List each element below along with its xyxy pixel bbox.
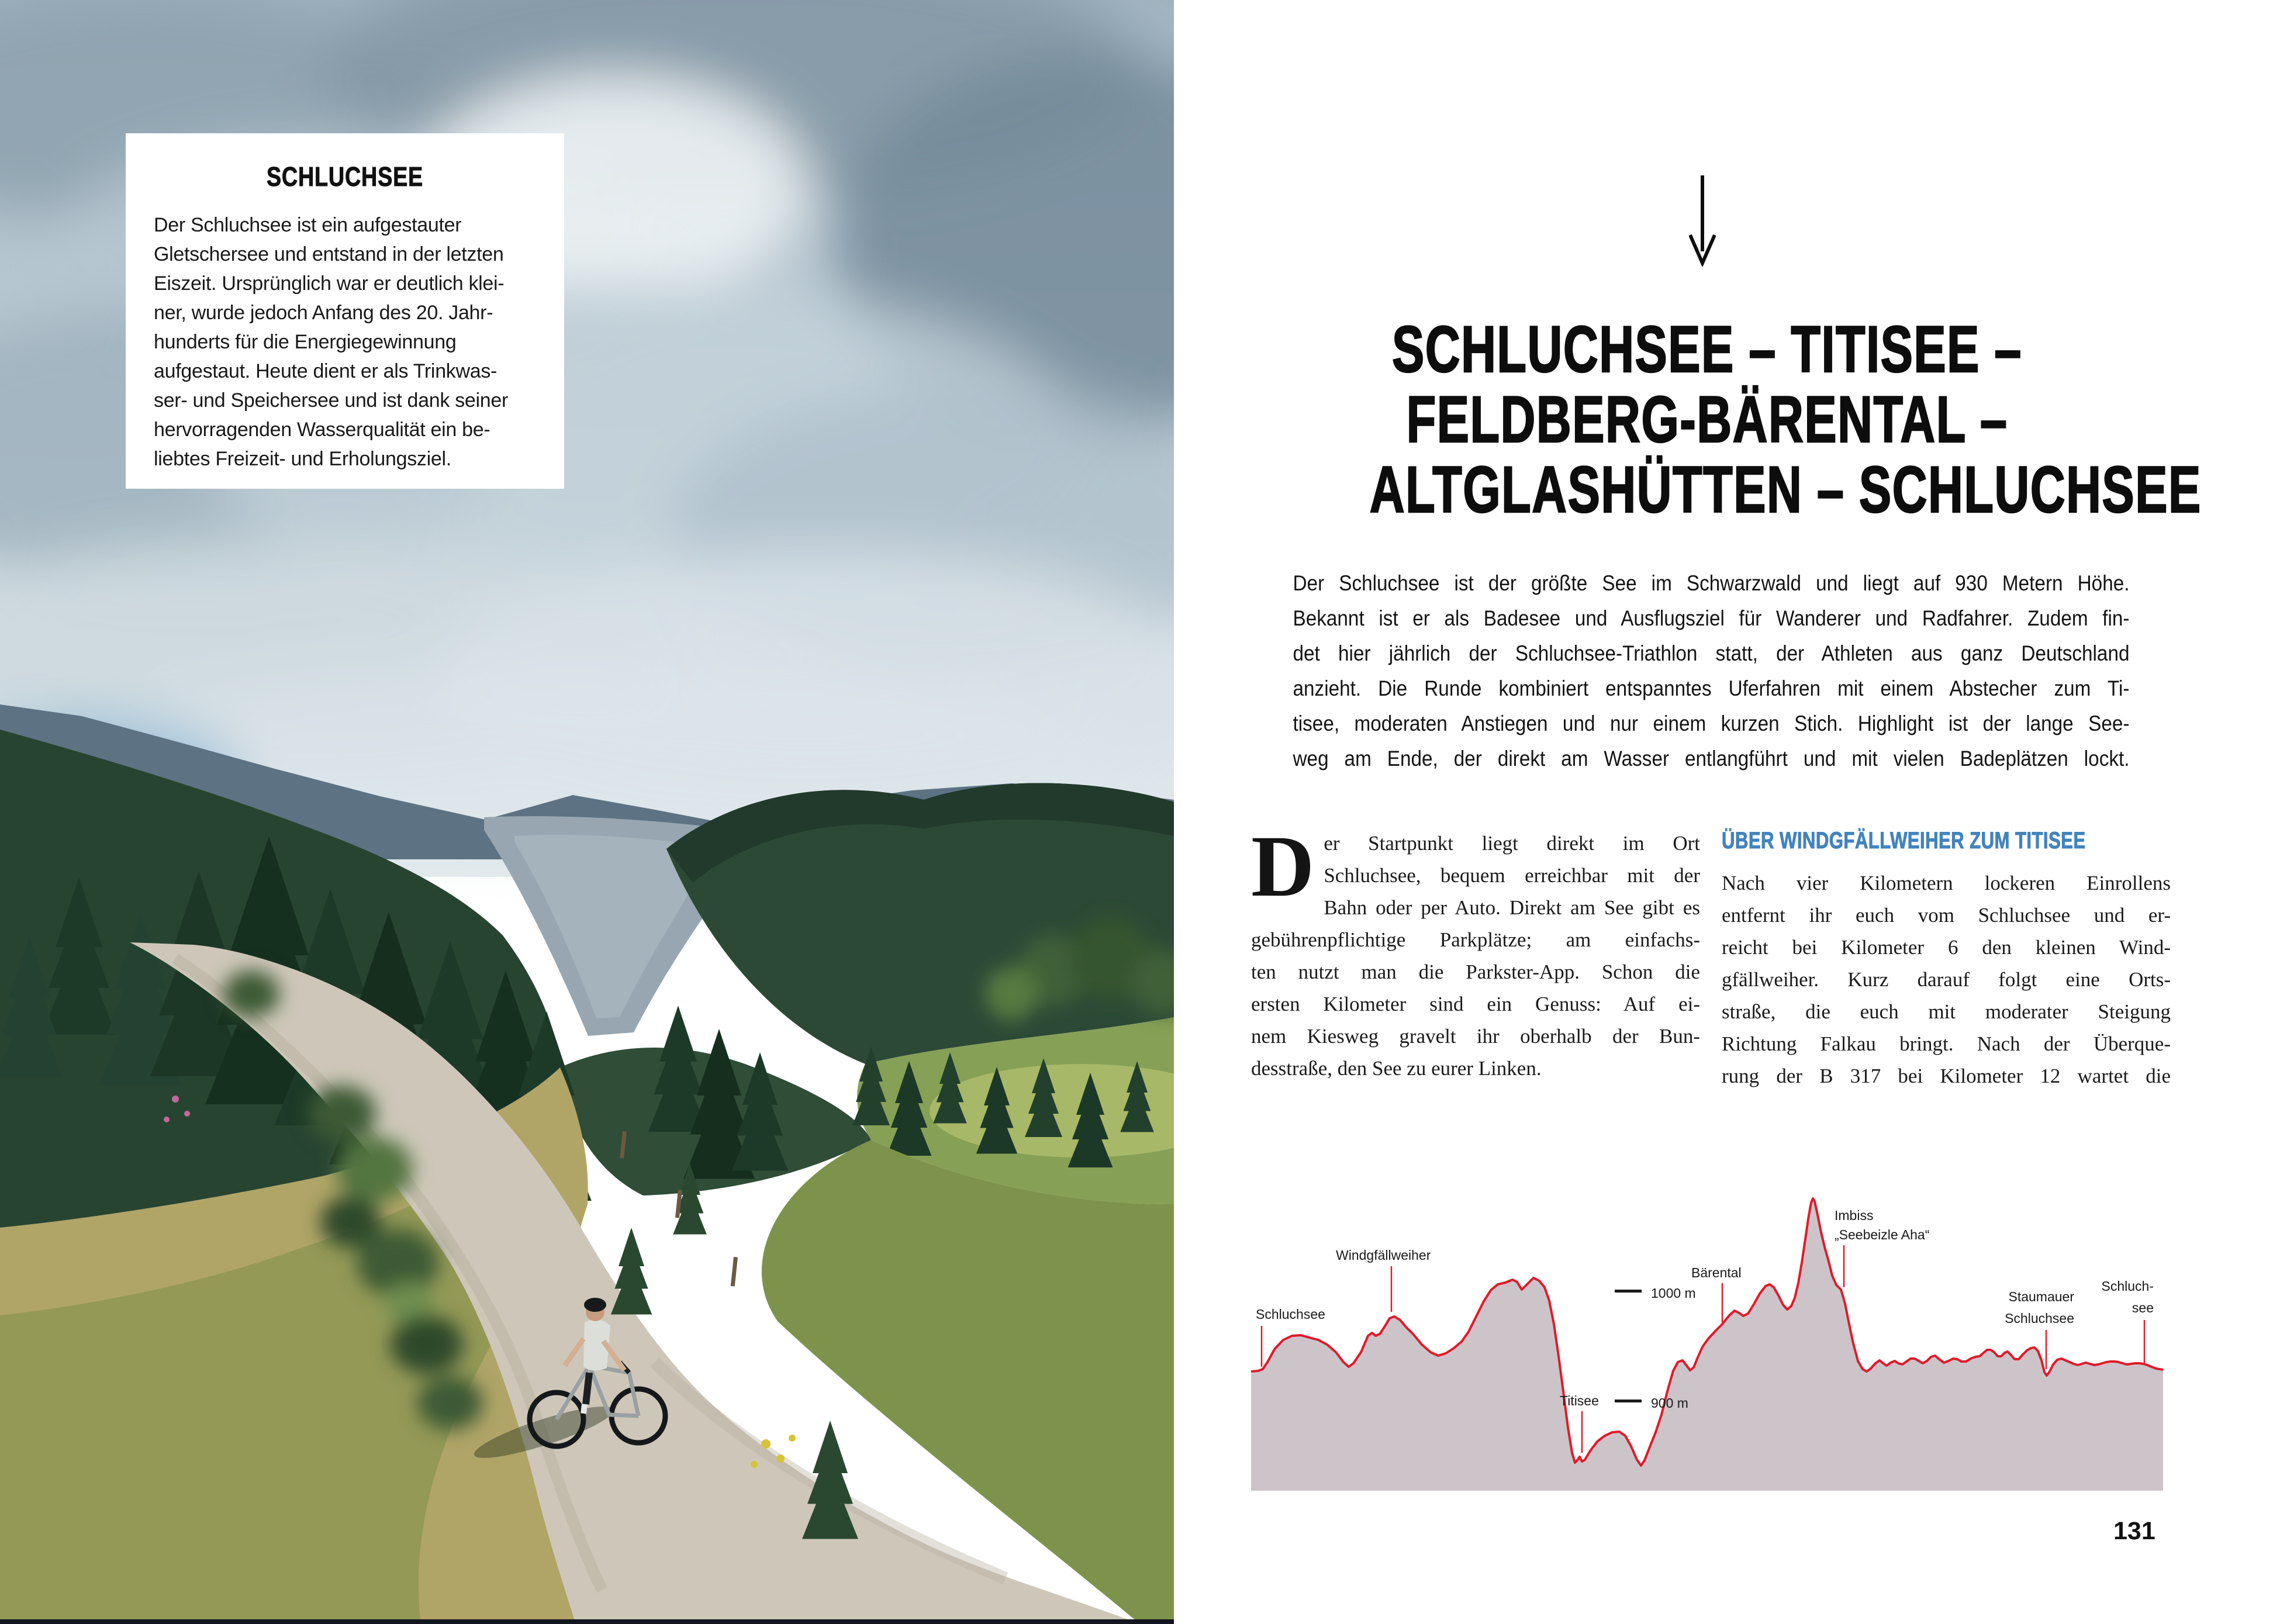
chart-landmark-label: Titisee [1560, 1393, 1599, 1408]
text-line: Der Schluchsee ist der größte See im Schwarzwald und liegt auf 930 Metern Höhe. [1293, 571, 2130, 595]
text-line: Gletschersee und entstand in der letzten [154, 243, 504, 265]
text-line: er Startpunkt liegt direkt im Ort [1324, 832, 1700, 855]
text-line: weg am Ende, der direkt am Wasser entlangführt und mit vielen Badeplätzen lockt. [1293, 747, 2130, 770]
text-line: Bahn oder per Auto. Direkt am See gibt es [1324, 896, 1700, 919]
text-line: Nach vier Kilometern lockeren Einrollens [1722, 872, 2171, 894]
chart-landmark-label: Windgfällweiher [1336, 1248, 1431, 1263]
body-text-left [1251, 818, 1700, 1084]
text-line: ten nutzt man die Parkster-App. Schon die [1251, 960, 1700, 983]
info-box-body [154, 210, 536, 474]
text-line: aufgestaut. Heute dient er als Trinkwas- [154, 360, 498, 382]
chart-landmark-label: Schluchsee [1256, 1307, 1325, 1322]
text-line: reicht bei Kilometer 6 den kleinen Wind- [1722, 936, 2171, 959]
body-column-right [1722, 827, 2171, 1092]
chart-landmark-label: Bärental [1691, 1265, 1742, 1280]
text-line: desstraße, den See zu eurer Linken. [1251, 1057, 1542, 1080]
info-box-title: SCHLUCHSEE [266, 161, 424, 192]
text-line: FELDBERG-BÄRENTAL – [1406, 383, 2008, 456]
chart-landmark-label: Schluch-see [2101, 1279, 2154, 1315]
text-line: tisee, moderaten Anstiegen und nur einem kurzen Stich. Highlight ist der lange See- [1293, 711, 2130, 735]
elevation-ref-dash [1615, 1290, 1642, 1293]
info-box [126, 133, 564, 489]
body-text-right [1722, 867, 2171, 1092]
text-line: gebührenpflichtige Parkplätze; am einfachs- [1251, 928, 1700, 951]
route-intro [1293, 566, 2130, 776]
text-line: nem Kiesweg gravelt ihr oberhalb der Bun- [1251, 1025, 1700, 1048]
text-line: liebtes Freizeit- und Erholungsziel. [154, 448, 451, 470]
profile-area [1251, 1198, 2163, 1491]
drop-cap: D [1251, 818, 1314, 915]
text-line: ner, wurde jedoch Anfang des 20. Jahr- [154, 302, 493, 324]
text-line: Bekannt ist er als Badesee und Ausflugsziel für Wanderer und Radfahrer. Zudem fin- [1293, 606, 2130, 630]
text-line: ser- und Speichersee und ist dank seiner [154, 389, 509, 412]
text-line: anzieht. Die Runde kombiniert entspanntes Uferfahren mit einem Abstecher zum Ti- [1293, 676, 2130, 700]
text-line: SCHLUCHSEE – TITISEE – [1392, 313, 2022, 386]
chart-landmark-label: Imbiss „Seebeizle Aha“ [1835, 1208, 1930, 1242]
body-column-left [1251, 818, 1700, 1084]
text-line: entfernt ihr euch vom Schluchsee und er- [1722, 904, 2171, 927]
route-title [1369, 313, 2202, 526]
elevation-ref-label: 900 m [1651, 1395, 1688, 1411]
text-line: ersten Kilometer sind ein Genuss: Auf ei- [1251, 993, 1700, 1015]
text-line: Der Schluchsee ist ein aufgestauter [154, 214, 462, 236]
text-line: Eiszeit. Ursprünglich war er deutlich klei- [154, 272, 505, 295]
text-line: hunderts für die Energiegewinnung [154, 331, 457, 353]
elevation-ref-label: 1000 m [1651, 1286, 1696, 1301]
section-heading: ÜBER WINDGFÄLLWEIHER ZUM TITISEE [1722, 828, 2086, 854]
photo-bottom-bar [0, 1619, 1174, 1624]
chart-landmark-label: Staumauer Schluchsee [2005, 1289, 2074, 1326]
text-line: det hier jährlich der Schluchsee-Triathlon statt, der Athleten aus ganz Deutschland [1293, 641, 2130, 665]
elevation-ref-dash [1615, 1400, 1642, 1402]
text-line: hervorragenden Wasserqualität ein be- [154, 419, 490, 441]
text-line: Richtung Falkau bringt. Nach der Überque- [1722, 1032, 2171, 1055]
elevation-profile-chart [1251, 1187, 2163, 1491]
page-number: 131 [2113, 1517, 2155, 1545]
text-line: gfällweiher. Kurz darauf folgt eine Orts- [1722, 968, 2171, 991]
down-arrow-icon [1689, 174, 1716, 267]
text-line: straße, die euch mit moderater Steigung [1722, 1000, 2171, 1023]
text-line: Schluchsee, bequem erreichbar mit der [1324, 864, 1700, 887]
text-line: rung der B 317 bei Kilometer 12 wartet die [1722, 1065, 2171, 1087]
text-line: ALTGLASHÜTTEN – SCHLUCHSEE [1369, 453, 2202, 526]
